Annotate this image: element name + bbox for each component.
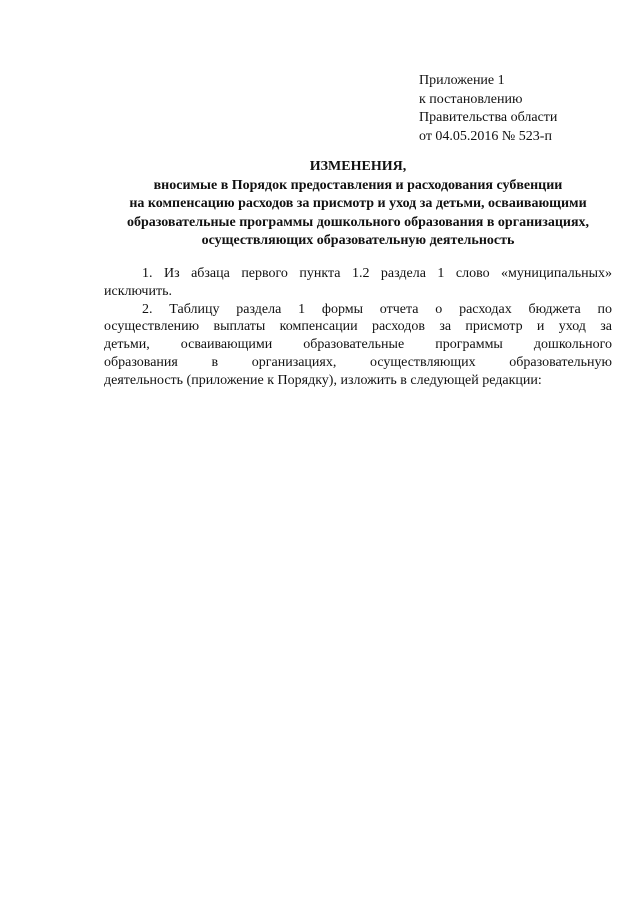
paragraph-line: 2. Таблицу раздела 1 формы отчета о расходах бюджета по [142, 301, 612, 317]
paragraph-line: исключить. [104, 283, 172, 299]
document-body [104, 265, 612, 390]
annex-line: Правительства области [419, 110, 558, 126]
annex-block [419, 72, 619, 146]
document-heading [104, 158, 612, 251]
paragraph-item-2 [104, 301, 612, 390]
heading-line: на компенсацию расходов за присмотр и уход за детьми, осваивающими [129, 196, 587, 212]
heading-title: ИЗМЕНЕНИЯ, [309, 159, 407, 174]
heading-line: образовательные программы дошкольного образования в организациях, [126, 214, 590, 230]
paragraph-line: детьми, осваивающими образовательные программы дошкольного [104, 337, 612, 353]
heading-line: осуществляющих образовательную деятельность [201, 233, 515, 249]
annex-line: от 04.05.2016 № 523-п [419, 128, 552, 144]
annex-line: Приложение 1 [419, 73, 505, 88]
paragraph-line: образования в организациях, осуществляющих образовательную [104, 354, 612, 370]
heading-line: вносимые в Порядок предоставления и расходования субвенции [153, 177, 563, 193]
paragraph-item-1 [104, 265, 612, 301]
paragraph-line: деятельность (приложение к Порядку), изложить в следующей редакции: [104, 372, 542, 388]
paragraph-line: 1. Из абзаца первого пункта 1.2 раздела 1 слово «муниципальных» [142, 266, 612, 281]
annex-line: к постановлению [419, 91, 523, 107]
paragraph-line: осуществлению выплаты компенсации расходов за присмотр и уход за [104, 319, 612, 335]
